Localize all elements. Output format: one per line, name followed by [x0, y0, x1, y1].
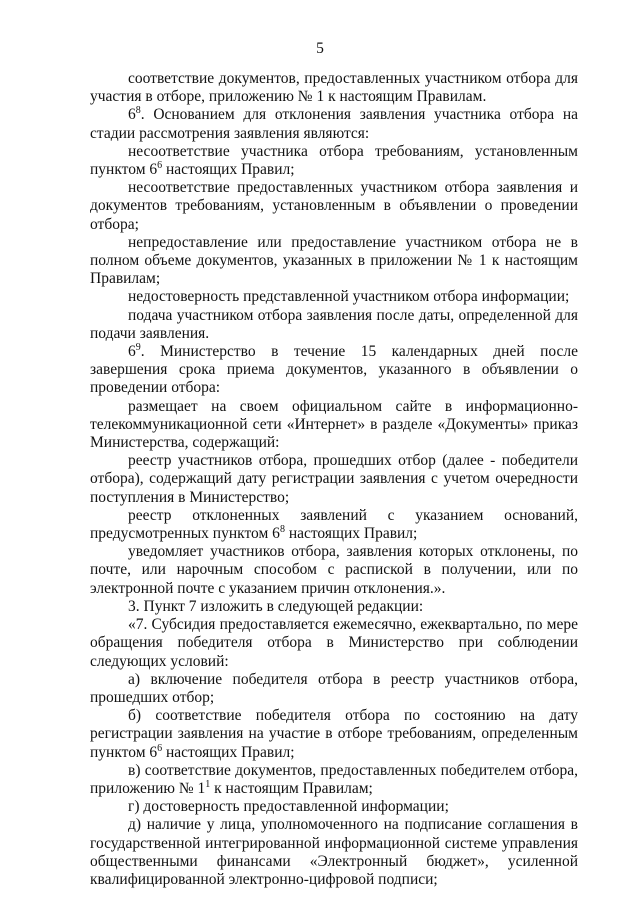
paragraph — [90, 143, 578, 179]
paragraph — [90, 398, 578, 453]
paragraph — [90, 543, 578, 598]
paragraph — [90, 598, 578, 616]
paragraph-text: д) наличие у лица, уполномоченного на подписание соглашения в государственной интегрированной информационной системе управления общественными финансами «Электронный бюджет», усиленной квалифицированной электронно-цифровой подписи; — [90, 816, 578, 888]
paragraph-text: непредоставление или предоставление участником отбора не в полном объеме документов, указанных в приложении № 1 к настоящим Правилам; — [90, 233, 578, 288]
paragraph-text: . Министерство в течение 15 календарных дней после завершения срока приема документов, указанного в объявлении о проведении отбора: — [90, 343, 578, 397]
superscript: 6 — [157, 742, 163, 754]
paragraph-text: несоответствие предоставленных участником отбора заявления и документов требованиям, установленным в объявлении о проведении отбора; — [90, 179, 578, 233]
paragraph — [90, 106, 578, 142]
paragraph — [90, 343, 578, 398]
document-body — [90, 70, 578, 889]
paragraph-text: уведомляет участников отбора, заявления которых отклонены, по почте, или нарочным способом с распиской в получении, или по электронной почте с указанием причин отклонения.». — [90, 543, 578, 597]
paragraph-text: 6 — [128, 343, 136, 361]
paragraph-text: к настоящим Правилам; — [210, 779, 373, 797]
paragraph — [90, 707, 578, 762]
paragraph-text: 3. Пункт 7 изложить в следующей редакции: — [128, 597, 424, 615]
superscript: 6 — [157, 160, 163, 172]
paragraph — [90, 816, 578, 889]
paragraph-text: недостоверность представленной участником отбора информации; — [128, 288, 570, 306]
paragraph — [90, 452, 578, 507]
paragraph-text: в) соответствие документов, предоставленных победителем отбора, приложению № 1 — [90, 761, 578, 797]
paragraph — [90, 70, 578, 106]
paragraph — [90, 671, 578, 707]
paragraph-text: настоящих Правил; — [162, 161, 295, 179]
paragraph-text: «7. Субсидия предоставляется ежемесячно, ежеквартально, по мере обращения победителя отбора в Министерство при соблюдении следующих условий: — [90, 616, 578, 670]
paragraph-text: . Основанием для отклонения заявления участника отбора на стадии рассмотрения заявления являются: — [90, 106, 578, 142]
paragraph-text: подача участником отбора заявления после даты, определенной для подачи заявления. — [90, 306, 578, 342]
paragraph — [90, 307, 578, 343]
paragraph-text: реестр отклоненных заявлений с указанием оснований, предусмотренных пунктом 6 — [90, 506, 578, 543]
paragraph-text: настоящих Правил; — [284, 525, 418, 543]
paragraph-text: реестр участников отбора, прошедших отбор (далее - победители отбора), содержащий дату регистрации заявления с учетом очередности поступления в Министерство; — [90, 452, 578, 506]
page-number: 5 — [316, 40, 324, 57]
paragraph — [90, 762, 578, 798]
superscript: 8 — [135, 105, 141, 117]
superscript: 9 — [135, 342, 141, 354]
paragraph — [90, 288, 578, 306]
paragraph-text: несоответствие участника отбора требованиям, установленным пунктом 6 — [90, 142, 578, 179]
paragraph-text: размещает на своем официальном сайте в информационно-телекоммуникационной сети «Интернет» в разделе «Документы» приказ Министерства, содержащий: — [90, 397, 578, 452]
paragraph-text: соответствие документов, предоставленных участником отбора для участия в отборе, приложению № 1 к настоящим Правилам. — [90, 70, 578, 106]
paragraph-text: а) включение победителя отбора в реестр участников отбора, прошедших отбор; — [90, 670, 578, 706]
paragraph — [90, 616, 578, 671]
superscript: 8 — [279, 524, 285, 536]
paragraph — [90, 507, 578, 543]
paragraph — [90, 798, 578, 816]
paragraph-text: г) достоверность предоставленной информации; — [128, 798, 449, 816]
paragraph-text: настоящих Правил; — [162, 743, 295, 761]
paragraph-text: 6 — [128, 106, 136, 124]
paragraph-text: б) соответствие победителя отбора по состоянию на дату регистрации заявления на участие в отборе требованиям, определенным пунктом 6 — [90, 707, 578, 761]
paragraph — [90, 179, 578, 234]
superscript: 1 — [205, 778, 211, 790]
paragraph — [90, 234, 578, 289]
